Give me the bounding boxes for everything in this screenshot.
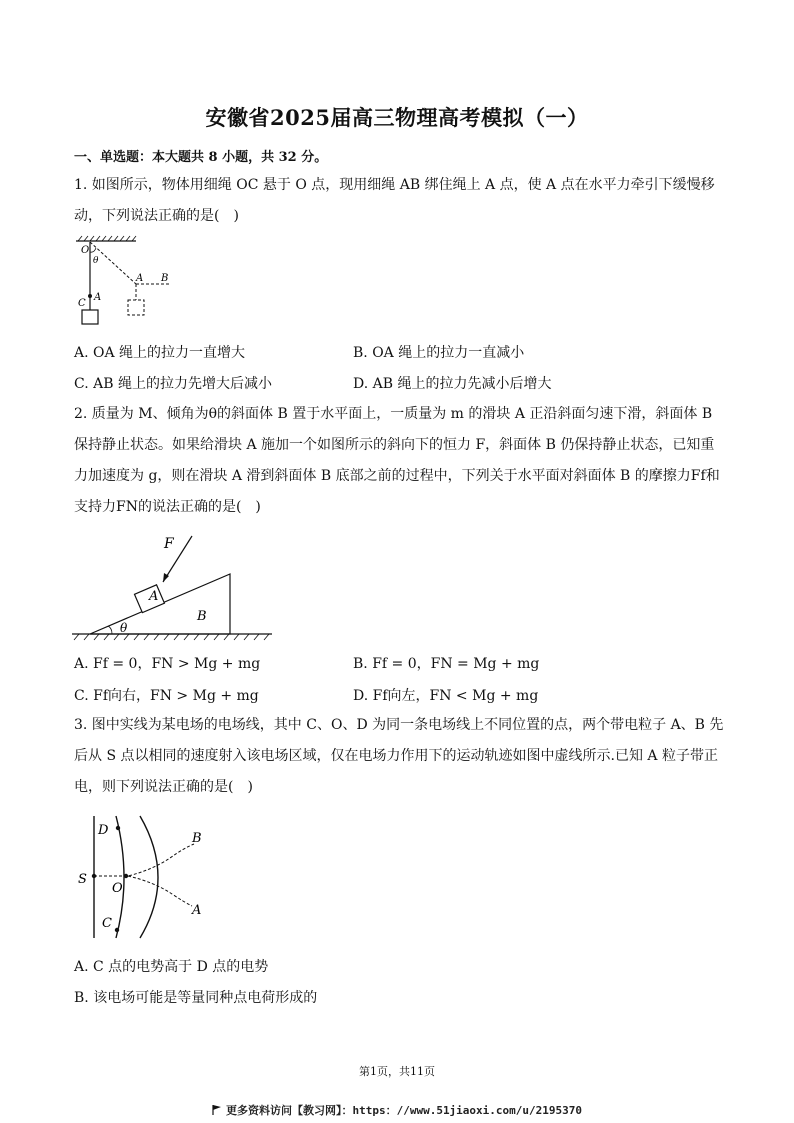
- question-2-figure: [70, 530, 280, 645]
- point-o: [124, 874, 128, 878]
- q1-option-d[interactable]: D. AB 绳上的拉力先减小后增大: [353, 376, 552, 392]
- trajectory-a: [128, 876, 192, 906]
- label-b: B: [161, 273, 169, 284]
- q2-option-a[interactable]: A. Ff = 0，FN > Mg + mg: [74, 656, 261, 672]
- label-o: O: [81, 245, 90, 256]
- point-s: [92, 874, 96, 878]
- q3-option-b[interactable]: B. 该电场可能是等量同种点电荷形成的: [74, 990, 318, 1006]
- page-title: 安徽省2025届高三物理高考模拟（一）: [205, 105, 589, 130]
- incline-angle-arc: [108, 626, 112, 634]
- q1-option-a[interactable]: A. OA 绳上的拉力一直增大: [74, 345, 246, 361]
- q2-option-c[interactable]: C. Ff向右，FN > Mg + mg: [74, 688, 259, 704]
- ceiling-hatching: [78, 236, 136, 241]
- question-1-text: 1. 如图所示，物体用细绳 OC 悬于 O 点，现用细绳 AB 绑住绳上 A 点，使 A 点在水平力牵引下缓慢移动，下列说法正确的是( ): [74, 177, 715, 224]
- q1-option-c[interactable]: C. AB 绳上的拉力先增大后减小: [74, 376, 272, 392]
- label-a: A: [192, 903, 202, 918]
- field-line-2: [116, 816, 124, 938]
- q3-option-a[interactable]: A. C 点的电势高于 D 点的电势: [74, 959, 269, 975]
- label-c: C: [102, 916, 112, 931]
- resource-link[interactable]: [0, 1102, 794, 1118]
- hanging-block-dashed: [128, 300, 144, 315]
- point-c: [115, 928, 119, 932]
- question-3-text: 3. 图中实线为某电场的电场线，其中 C、O、D 为同一条电场线上不同位置的点，两个带电粒子 A、B 先后从 S 点以相同的速度射入该电场区域，仅在电场力作用下的运动轨迹如图中虚线所示.已知 A 粒子带正电，则下列说法正确的是( ): [74, 717, 724, 795]
- question-1: [74, 170, 724, 232]
- label-a: A: [136, 273, 144, 284]
- hanging-block: [82, 310, 98, 324]
- question-1-figure: [70, 232, 190, 332]
- ground-hatching: [74, 634, 269, 640]
- question-3-figure: [72, 808, 222, 948]
- q2-option-b[interactable]: B. Ff = 0，FN = Mg + mg: [353, 656, 540, 672]
- label-c: C: [78, 298, 86, 309]
- question-3: [74, 710, 724, 803]
- section-heading: 一、单选题：本大题共 8 小题，共 32 分。: [74, 150, 328, 165]
- field-line-3: [140, 816, 158, 938]
- q2-option-d[interactable]: D. Ff向左，FN < Mg + mg: [353, 688, 539, 704]
- label-theta: θ: [93, 256, 99, 266]
- angle-arc: [90, 248, 96, 252]
- label-s: S: [78, 872, 87, 887]
- label-a-solid: A: [94, 292, 102, 303]
- label-f: F: [164, 536, 174, 552]
- label-a: A: [149, 589, 159, 604]
- label-theta: θ: [120, 621, 128, 635]
- resource-link-text: 更多资料访问【教习网】：https：//www.51jiaoxi.com/u/2195370: [225, 1104, 583, 1117]
- label-d: D: [98, 823, 109, 838]
- flag-icon: [212, 1105, 222, 1115]
- point-d: [116, 826, 120, 830]
- label-b: B: [192, 831, 202, 846]
- page-footer: 第1页，共11页: [359, 1065, 435, 1078]
- q1-option-b[interactable]: B. OA 绳上的拉力一直减小: [353, 345, 525, 361]
- label-o: O: [112, 881, 123, 896]
- label-b: B: [197, 609, 207, 624]
- trajectory-b: [94, 844, 194, 876]
- question-2: [74, 399, 724, 523]
- question-2-text: 2. 质量为 M、倾角为θ的斜面体 B 置于水平面上，一质量为 m 的滑块 A 正沿斜面匀速下滑，斜面体 B 保持静止状态。如果给滑块 A 施加一个如图所示的斜向下的恒力 F，斜面体 B 仍保持静止状态，已知重力加速度为 g，则在滑块 A 滑到斜面体 B 底部之前的过程中，下列关于水平面对斜面体 B 的摩擦力Ff和支持力FN的说法正确的是( ): [74, 406, 720, 515]
- point-a-solid: [88, 294, 92, 298]
